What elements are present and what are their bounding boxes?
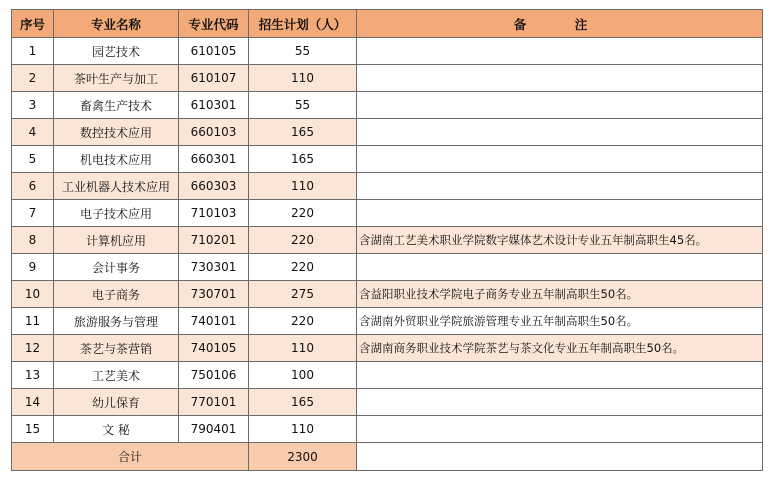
cell-no: 7: [12, 200, 54, 227]
cell-enrollment-plan: 165: [249, 119, 357, 146]
cell-major-code: 740105: [179, 335, 249, 362]
cell-remarks: 含湖南外贸职业学院旅游管理专业五年制高职生50名。: [357, 308, 763, 335]
cell-remarks: [357, 146, 763, 173]
cell-remarks: [357, 119, 763, 146]
cell-major-code: 610105: [179, 38, 249, 65]
cell-no: 1: [12, 38, 54, 65]
cell-no: 3: [12, 92, 54, 119]
cell-major-code: 660103: [179, 119, 249, 146]
cell-no: 9: [12, 254, 54, 281]
header-remarks: 备 注: [357, 10, 763, 38]
header-enrollment-plan: 招生计划（人）: [249, 10, 357, 38]
table-row: [12, 173, 763, 200]
cell-major-code: 610107: [179, 65, 249, 92]
cell-no: 11: [12, 308, 54, 335]
header-major-code: 专业代码: [179, 10, 249, 38]
cell-major-name: 畜禽生产技术: [54, 92, 179, 119]
table-row: [12, 200, 763, 227]
cell-enrollment-plan: 220: [249, 308, 357, 335]
cell-no: 4: [12, 119, 54, 146]
cell-major-code: 710103: [179, 200, 249, 227]
table-body: [12, 38, 763, 471]
cell-remarks: [357, 389, 763, 416]
table-row: [12, 119, 763, 146]
table-row: [12, 92, 763, 119]
cell-major-name: 幼儿保育: [54, 389, 179, 416]
cell-major-code: 710201: [179, 227, 249, 254]
cell-remarks: [357, 362, 763, 389]
cell-no: 6: [12, 173, 54, 200]
total-remarks: [357, 443, 763, 471]
table-row: [12, 38, 763, 65]
cell-no: 15: [12, 416, 54, 443]
table-header-row: [12, 10, 763, 38]
header-major-name: 专业名称: [54, 10, 179, 38]
cell-remarks: [357, 38, 763, 65]
cell-major-name: 电子商务: [54, 281, 179, 308]
cell-major-name: 文 秘: [54, 416, 179, 443]
cell-enrollment-plan: 165: [249, 389, 357, 416]
table-row: [12, 335, 763, 362]
cell-enrollment-plan: 55: [249, 38, 357, 65]
cell-enrollment-plan: 110: [249, 65, 357, 92]
cell-remarks: [357, 65, 763, 92]
cell-remarks: [357, 416, 763, 443]
enrollment-table: [11, 9, 763, 471]
cell-major-code: 610301: [179, 92, 249, 119]
cell-remarks: [357, 254, 763, 281]
cell-remarks: 含湖南工艺美术职业学院数字媒体艺术设计专业五年制高职生45名。: [357, 227, 763, 254]
total-label: 合计: [12, 443, 249, 471]
table-row: [12, 308, 763, 335]
cell-enrollment-plan: 220: [249, 254, 357, 281]
cell-enrollment-plan: 110: [249, 335, 357, 362]
cell-major-code: 730701: [179, 281, 249, 308]
cell-major-name: 数控技术应用: [54, 119, 179, 146]
table-row: [12, 416, 763, 443]
table-row: [12, 281, 763, 308]
cell-major-name: 旅游服务与管理: [54, 308, 179, 335]
cell-major-name: 电子技术应用: [54, 200, 179, 227]
cell-major-name: 会计事务: [54, 254, 179, 281]
cell-no: 5: [12, 146, 54, 173]
cell-remarks: [357, 200, 763, 227]
cell-no: 2: [12, 65, 54, 92]
cell-major-name: 茶叶生产与加工: [54, 65, 179, 92]
table-row: [12, 254, 763, 281]
cell-major-code: 660303: [179, 173, 249, 200]
cell-major-name: 工业机器人技术应用: [54, 173, 179, 200]
cell-major-name: 园艺技术: [54, 38, 179, 65]
cell-enrollment-plan: 100: [249, 362, 357, 389]
cell-major-name: 茶艺与茶营销: [54, 335, 179, 362]
cell-remarks: [357, 173, 763, 200]
cell-remarks: 含湖南商务职业技术学院茶艺与茶文化专业五年制高职生50名。: [357, 335, 763, 362]
cell-remarks: 含益阳职业技术学院电子商务专业五年制高职生50名。: [357, 281, 763, 308]
cell-major-code: 660301: [179, 146, 249, 173]
cell-major-code: 730301: [179, 254, 249, 281]
enrollment-table-container: [11, 9, 763, 471]
table-row: [12, 227, 763, 254]
cell-enrollment-plan: 55: [249, 92, 357, 119]
cell-enrollment-plan: 165: [249, 146, 357, 173]
cell-enrollment-plan: 220: [249, 200, 357, 227]
cell-major-name: 计算机应用: [54, 227, 179, 254]
table-row: [12, 362, 763, 389]
total-enrollment-plan: 2300: [249, 443, 357, 471]
table-row: [12, 65, 763, 92]
cell-no: 8: [12, 227, 54, 254]
cell-major-code: 770101: [179, 389, 249, 416]
cell-enrollment-plan: 275: [249, 281, 357, 308]
cell-remarks: [357, 92, 763, 119]
cell-major-code: 750106: [179, 362, 249, 389]
cell-no: 12: [12, 335, 54, 362]
cell-enrollment-plan: 110: [249, 416, 357, 443]
header-no: 序号: [12, 10, 54, 38]
cell-enrollment-plan: 220: [249, 227, 357, 254]
cell-no: 10: [12, 281, 54, 308]
cell-major-name: 机电技术应用: [54, 146, 179, 173]
table-total-row: [12, 443, 763, 471]
cell-major-code: 740101: [179, 308, 249, 335]
table-row: [12, 146, 763, 173]
cell-major-code: 790401: [179, 416, 249, 443]
cell-enrollment-plan: 110: [249, 173, 357, 200]
table-row: [12, 389, 763, 416]
cell-no: 14: [12, 389, 54, 416]
cell-no: 13: [12, 362, 54, 389]
cell-major-name: 工艺美术: [54, 362, 179, 389]
